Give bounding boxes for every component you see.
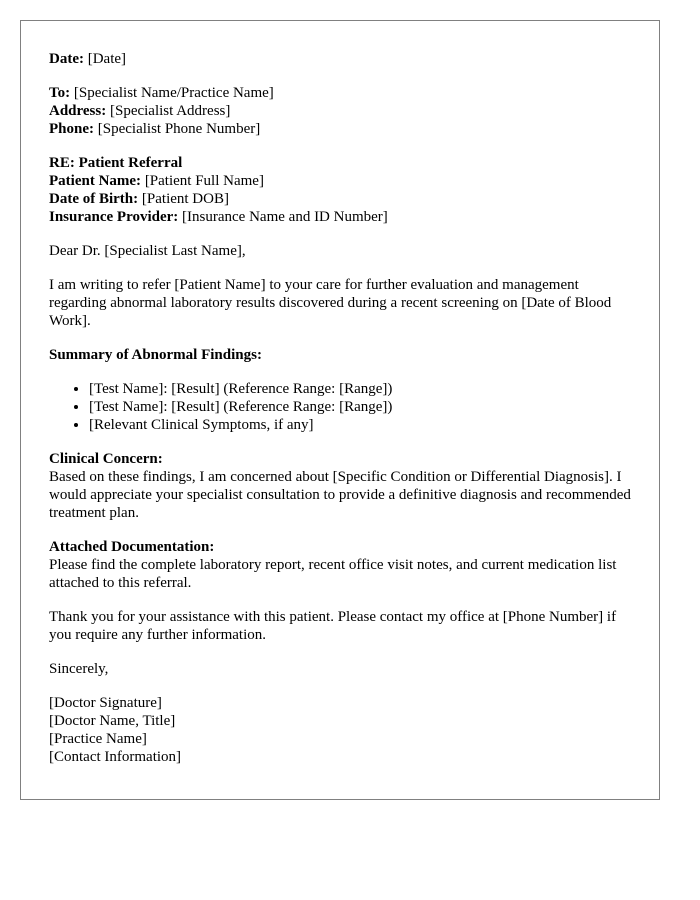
phone-value: [Specialist Phone Number] [97,121,261,137]
closing-paragraph: Thank you for your assistance with this patient. Please contact my office at [Phone Number] if you require any further information. [49,609,617,643]
intro-paragraph: I am writing to refer [Patient Name] to your care for further evaluation and management regarding abnormal laboratory results discovered during a recent screening on [Date of Blood Work]. [49,277,612,329]
concern-heading: Clinical Concern: [49,451,163,467]
concern-text: Based on these findings, I am concerned about [Specific Condition or Differential Diagnosis]. I would appreciate your specialist consultation to provide a definitive diagnosis and recommended treatment plan. [49,469,631,521]
signoff: Sincerely, [49,661,109,677]
contact-information: [Contact Information] [49,749,182,765]
re-title: RE: Patient Referral [49,155,183,171]
attachments-heading: Attached Documentation: [49,539,215,555]
recipient-block [49,84,631,138]
attachments-section [49,538,631,592]
doctor-name-title: [Doctor Name, Title] [49,713,176,729]
patient-name-label: Patient Name: [49,173,142,189]
attachments-text: Please find the complete laboratory report, recent office visit notes, and current medication list attached to this referral. [49,557,617,591]
date-label: Date: [49,51,84,67]
date-value: [Date] [87,51,127,67]
findings-heading [49,346,631,364]
address-value: [Specialist Address] [109,103,231,119]
concern-section [49,450,631,522]
insurance-label: Insurance Provider: [49,209,179,225]
phone-label: Phone: [49,121,94,137]
insurance-value: [Insurance Name and ID Number] [182,209,388,225]
to-label: To: [49,85,71,101]
findings-heading-text: Summary of Abnormal Findings: [49,347,262,363]
to-value: [Specialist Name/Practice Name] [73,85,274,101]
list-item: • [Test Name]: [Result] (Reference Range: [Range]) [89,380,631,398]
patient-name-line [49,172,631,190]
doctor-signature: [Doctor Signature] [49,695,162,711]
date-line [49,50,631,68]
signature-block [49,694,631,766]
insurance-line [49,208,631,226]
salutation: Dear Dr. [Specialist Last Name], [49,243,246,259]
referral-letter [20,20,660,800]
to-line [49,84,631,102]
list-item: • [Test Name]: [Result] (Reference Range: [Range]) [89,398,631,416]
dob-value: [Patient DOB] [141,191,229,207]
dob-label: Date of Birth: [49,191,139,207]
patient-name-value: [Patient Full Name] [144,173,264,189]
phone-line [49,120,631,138]
address-line [49,102,631,120]
findings-list [49,380,631,434]
dob-line [49,190,631,208]
practice-name: [Practice Name] [49,731,147,747]
address-label: Address: [49,103,107,119]
date-block [49,50,631,68]
re-block [49,154,631,226]
list-item: • [Relevant Clinical Symptoms, if any] [89,416,631,434]
